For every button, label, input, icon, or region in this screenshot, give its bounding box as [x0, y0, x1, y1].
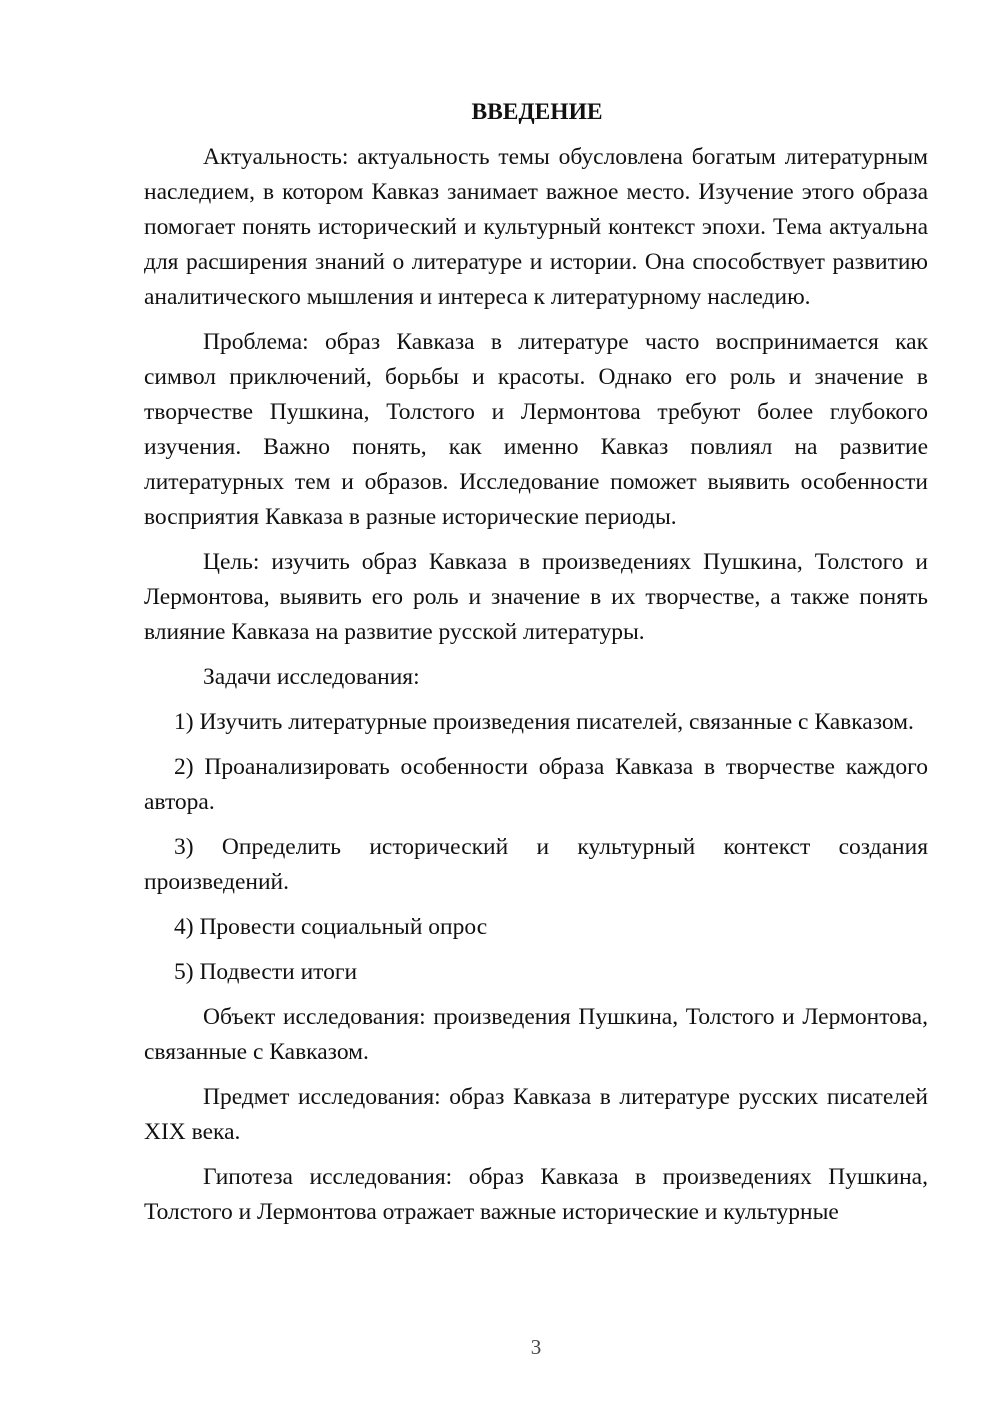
paragraph-problem: Проблема: образ Кавказа в литературе часто воспринимается как символ приключений, борьбы и красоты. Однако его роль и значение в творчестве Пушкина, Толстого и Лермонтова требуют более глубокого изучения. Важно понять, как именно Кавказ повлиял на развитие литературных тем и образов. Исследование поможет выявить особенности восприятия Кавказа в разные исторические периоды.	[144, 329, 928, 530]
task-item-4: 4) Провести социальный опрос	[174, 914, 488, 940]
task-item-3: 3) Определить исторический и культурный контекст создания произведений.	[144, 834, 928, 895]
paragraph-relevance: Актуальность: актуальность темы обусловлена богатым литературным наследием, в котором Кавказ занимает важное место. Изучение этого образа помогает понять исторический и культурный контекст эпохи. Тема актуальна для расширения знаний о литературе и истории. Она способствует развитию аналитического мышления и интереса к литературному наследию.	[144, 144, 928, 310]
task-item-1: 1) Изучить литературные произведения писателей, связанные с Кавказом.	[174, 709, 914, 735]
section-heading: ВВЕДЕНИЕ	[471, 99, 603, 125]
paragraph-tasks-title: Задачи исследования:	[203, 664, 420, 690]
task-item-5: 5) Подвести итоги	[174, 959, 358, 985]
paragraph-goal: Цель: изучить образ Кавказа в произведениях Пушкина, Толстого и Лермонтова, выявить его роль и значение в их творчестве, а также понять влияние Кавказа на развитие русской литературы.	[144, 549, 928, 645]
paragraph-hypothesis: Гипотеза исследования: образ Кавказа в произведениях Пушкина, Толстого и Лермонтова отражает важные исторические и культурные	[144, 1164, 928, 1225]
task-item-2: 2) Проанализировать особенности образа Кавказа в творчестве каждого автора.	[144, 754, 928, 815]
page-number: 3	[530, 1335, 542, 1359]
paragraph-subject: Предмет исследования: образ Кавказа в литературе русских писателей XIX века.	[144, 1084, 928, 1145]
text-body	[144, 95, 928, 1240]
paragraph-object: Объект исследования: произведения Пушкина, Толстого и Лермонтова, связанные с Кавказом.	[144, 1004, 928, 1065]
